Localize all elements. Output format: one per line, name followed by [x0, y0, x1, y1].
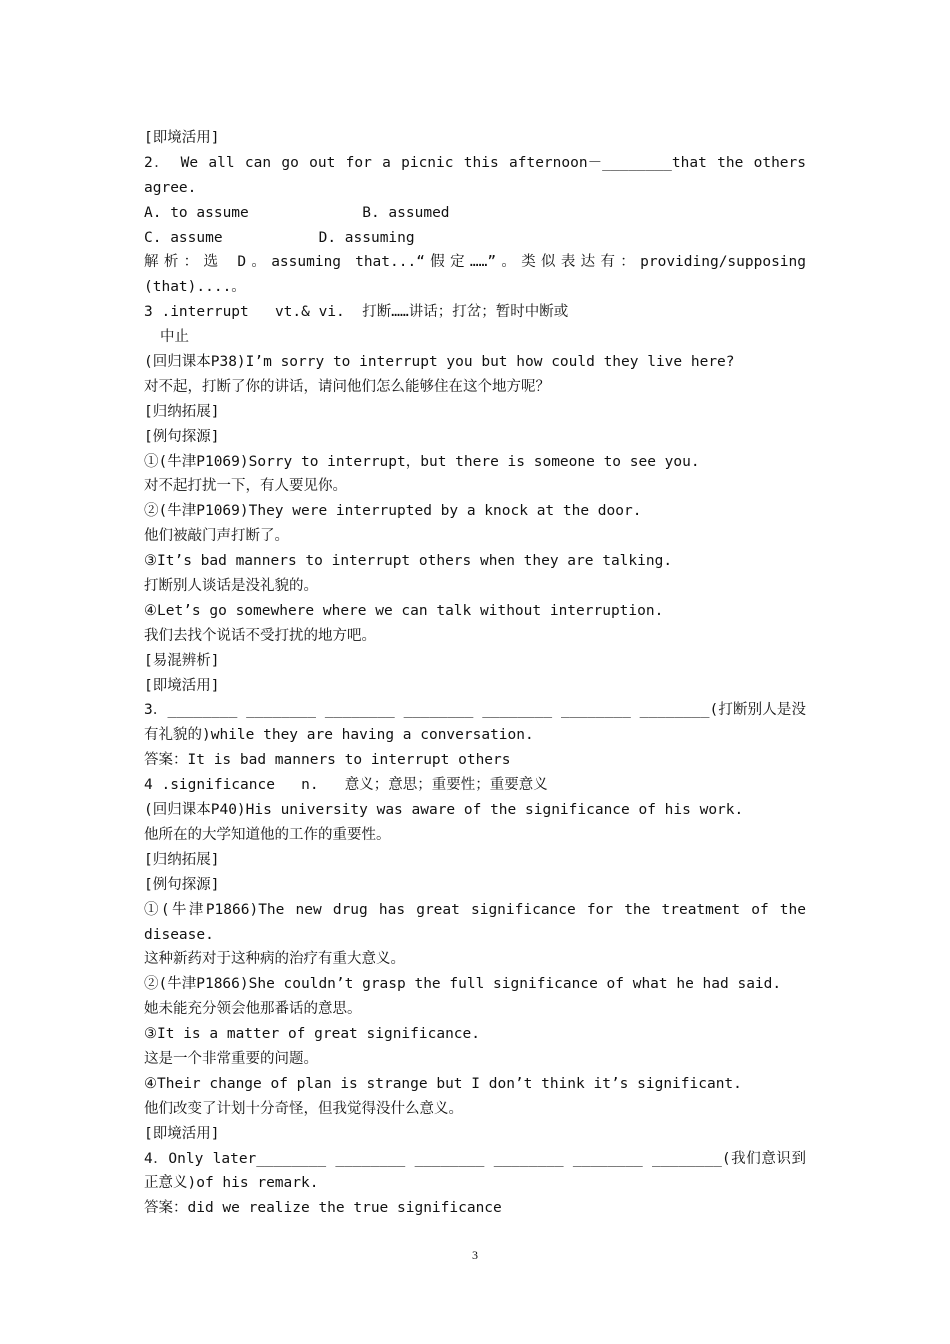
vocab-heading: 3 .interrupt vt.& vi. 打断……讲话；打岔；暂时中断或	[144, 304, 569, 321]
fill-blank-question: 3．________ ________ ________ ________ ________ ________ ________(打断别人是没	[144, 702, 806, 719]
section-label: [例句探源]	[144, 428, 220, 445]
example-sentence: ②(牛津P1069)They were interrupted by a knock at the door.	[144, 503, 642, 520]
textbook-sentence: (回归课本P40)His university was aware of the significance of his work.	[144, 802, 744, 819]
example-sentence: ①(牛津P1069)Sorry to interrupt，but there is someone to see you.	[144, 453, 700, 470]
translation-text: 他们被敲门声打断了。	[144, 528, 289, 545]
translation-text: 这是一个非常重要的问题。	[144, 1050, 318, 1067]
example-sentence: disease.	[144, 926, 214, 943]
vocab-heading: 中止	[160, 329, 189, 346]
section-label: [易混辨析]	[144, 652, 220, 669]
answer-text: 答案：did we realize the true significance	[144, 1200, 502, 1217]
translation-text: 他们改变了计划十分奇怪，但我觉得没什么意义。	[144, 1100, 463, 1117]
section-label: [即境活用]	[144, 1125, 220, 1142]
translation-text: 这种新药对于这种病的治疗有重大意义。	[144, 951, 405, 968]
question-text: agree.	[144, 179, 197, 196]
answer-options: A. to assume B. assumed	[144, 204, 450, 221]
question-text: 2． We all can go out for a picnic this afternoon－________that the others	[144, 154, 806, 171]
section-label: [例句探源]	[144, 876, 220, 893]
section-label: [归纳拓展]	[144, 403, 220, 420]
example-sentence: ④Their change of plan is strange but I don’t think it’s significant.	[144, 1075, 742, 1092]
document-body	[144, 126, 806, 1221]
answer-text: 答案：It is bad manners to interrupt others	[144, 752, 511, 769]
fill-blank-question: 正意义)of his remark.	[144, 1175, 319, 1192]
translation-text: 她未能充分领会他那番话的意思。	[144, 1001, 362, 1018]
page-number: 3	[472, 1248, 478, 1262]
example-sentence: ④Let’s go somewhere where we can talk without interruption.	[144, 602, 664, 619]
section-label: [归纳拓展]	[144, 851, 220, 868]
translation-text: 对不起打扰一下，有人要见你。	[144, 478, 347, 495]
explanation-text: (that)....。	[144, 279, 246, 296]
vocab-heading: 4 .significance n. 意义；意思；重要性；重要意义	[144, 777, 548, 794]
example-sentence: ②(牛津P1866)She couldn’t grasp the full significance of what he had said.	[144, 976, 782, 993]
example-sentence: ③It is a matter of great significance.	[144, 1026, 480, 1043]
example-sentence: ①(牛津P1866)The new drug has great significance for the treatment of the	[144, 901, 806, 918]
translation-text: 他所在的大学知道他的工作的重要性。	[144, 826, 391, 843]
translation-text: 打断别人谈话是没礼貌的。	[144, 578, 318, 595]
section-label: [即境活用]	[144, 130, 220, 146]
explanation-text: 解析：选 D。assuming that...“假定……”。类似表达有：providing/supposing	[144, 254, 806, 271]
fill-blank-question: 4．Only later________ ________ ________ ________ ________ ________(我们意识到	[144, 1150, 806, 1167]
textbook-sentence: (回归课本P38)I’m sorry to interrupt you but how could they live here?	[144, 354, 735, 371]
section-label: [即境活用]	[144, 677, 220, 694]
example-sentence: ③It’s bad manners to interrupt others when they are talking.	[144, 553, 673, 570]
translation-text: 我们去找个说话不受打扰的地方吧。	[144, 627, 376, 644]
answer-options: C. assume D. assuming	[144, 229, 415, 246]
translation-text: 对不起，打断了你的讲话，请问他们怎么能够住在这个地方呢？	[144, 378, 550, 395]
fill-blank-question: 有礼貌的)while they are having a conversation.	[144, 727, 534, 744]
